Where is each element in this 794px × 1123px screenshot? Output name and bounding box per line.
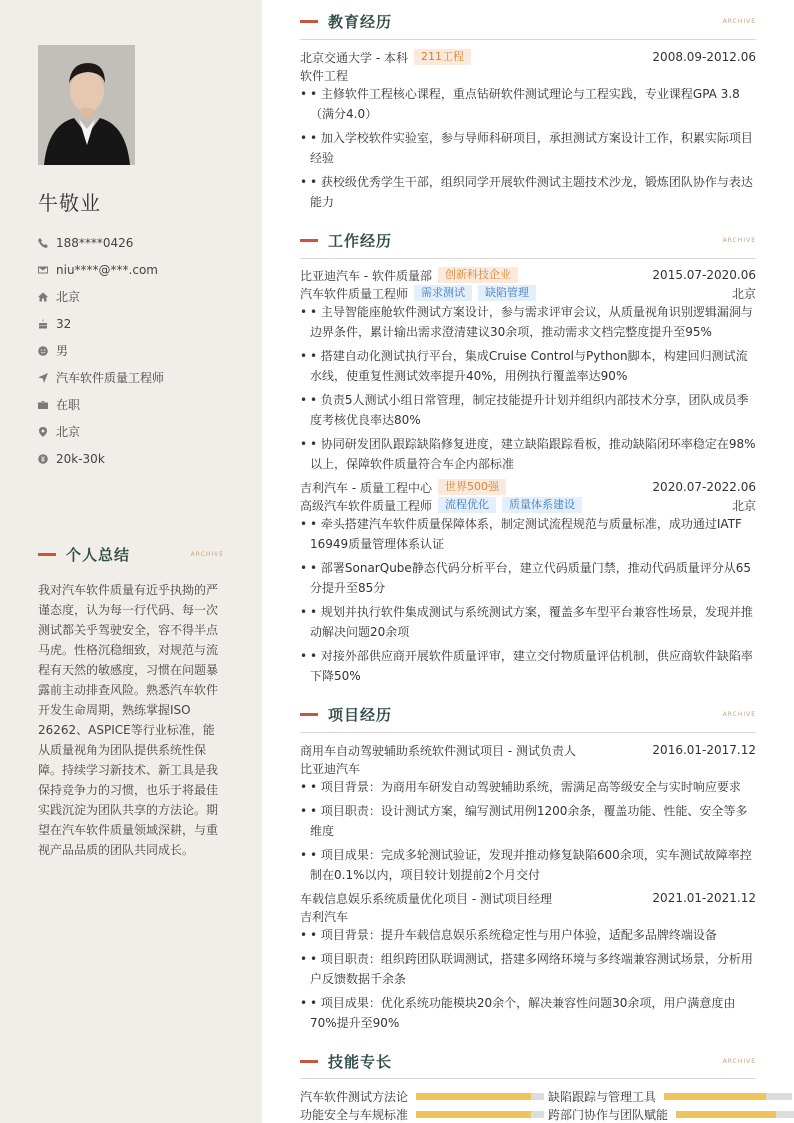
role-tag: 流程优化 — [438, 497, 496, 513]
phone-icon — [38, 238, 56, 248]
section-accent-bar — [300, 20, 318, 23]
skill-bar-fill — [676, 1111, 776, 1118]
section-accent-bar — [300, 239, 318, 242]
face-icon — [38, 346, 56, 356]
summary-section-header — [38, 544, 224, 565]
info-status — [38, 391, 238, 418]
skill-name: 缺陷跟踪与管理工具 — [548, 1089, 657, 1104]
school-tag: 211工程 — [414, 49, 471, 65]
project-period: 2021.01-2021.12 — [652, 891, 756, 905]
section-accent-bar — [38, 553, 56, 556]
skill-item — [548, 1088, 792, 1104]
briefcase-icon — [38, 400, 56, 410]
skill-name: 汽车软件测试方法论 — [300, 1089, 409, 1104]
skill-name: 跨部门协作与团队赋能 — [548, 1107, 669, 1122]
project-bullet: • • 项目背景：为商用车研发自动驾驶辅助系统，需满足高等级安全与实时响应要求 — [300, 777, 756, 797]
skill-bar-fill — [664, 1093, 766, 1100]
education-bullet: • • 获校级优秀学生干部，组织同学开展软件测试主题技术沙龙，锻炼团队协作与表达能力 — [300, 172, 756, 212]
project-bullet: • • 项目职责：组织跨团队联调测试，搭建多网络环境与多终端兼容测试场景，分析用户反馈数据千余条 — [300, 949, 756, 989]
company-tag: 创新科技企业 — [438, 267, 518, 283]
job-period: 2020.07-2022.06 — [652, 480, 756, 494]
info-location — [38, 283, 238, 310]
info-text: 北京 — [56, 290, 81, 304]
job-role-line — [300, 496, 756, 514]
education-bullet: • • 加入学校软件实验室，参与导师科研项目，承担测试方案设计工作，积累实际项目经验 — [300, 128, 756, 168]
company-tag: 世界500强 — [438, 479, 506, 495]
info-position — [38, 364, 238, 391]
candidate-name: 牛敬业 — [38, 191, 101, 215]
job-role: 高级汽车软件质量工程师 — [300, 498, 433, 513]
project-period: 2016.01-2017.12 — [652, 743, 756, 757]
skill-bar — [664, 1093, 792, 1100]
job-bullet: • • 牵头搭建汽车软件质量保障体系，制定测试流程规范与质量标准，成功通过IATF 16949质量管理体系认证 — [300, 514, 756, 554]
section-divider — [300, 39, 756, 40]
skill-name: 功能安全与车规标准 — [300, 1107, 409, 1122]
info-text: 北京 — [56, 425, 81, 439]
role-tag: 缺陷管理 — [478, 285, 536, 301]
salary-icon — [38, 454, 56, 464]
project-name-line — [300, 741, 756, 759]
job-company-line — [300, 266, 756, 284]
education-section-header — [300, 8, 756, 34]
skill-bar-fill — [416, 1111, 531, 1118]
job-role: 汽车软件质量工程师 — [300, 286, 409, 301]
projects-section-header — [300, 701, 756, 727]
home-icon — [38, 292, 56, 302]
skill-item — [300, 1106, 544, 1122]
project-name: 商用车自动驾驶辅助系统软件测试项目 - 测试负责人 — [300, 743, 576, 758]
project-name-line — [300, 889, 756, 907]
role-tag: 需求测试 — [414, 285, 472, 301]
company-name: 吉利汽车 - 质量工程中心 — [300, 480, 432, 495]
archive-label: ARCHIVE — [722, 236, 756, 244]
cake-icon — [38, 319, 56, 329]
job-bullet: • • 负责5人测试小组日常管理，制定技能提升计划并组织内部技术分享，团队成员季度考核优良率达80% — [300, 390, 756, 430]
job-bullet: • • 规划并执行软件集成测试与系统测试方案，覆盖多车型平台兼容性场景，发现并推动解决问题20余项 — [300, 602, 756, 642]
skill-item — [300, 1088, 544, 1104]
project-org: 吉利汽车 — [300, 909, 349, 924]
major: 软件工程 — [300, 68, 349, 83]
skill-bar — [416, 1093, 544, 1100]
section-title: 工作经历 — [328, 231, 393, 250]
profile-photo — [38, 45, 135, 165]
section-title: 项目经历 — [328, 705, 393, 724]
send-icon — [38, 373, 56, 383]
info-gender — [38, 337, 238, 364]
project-bullet: • • 项目成果：优化系统功能模块20余个，解决兼容性问题30余项，用户满意度由70%提升至90% — [300, 993, 756, 1033]
archive-label: ARCHIVE — [190, 551, 224, 558]
info-text: 汽车软件质量工程师 — [56, 371, 165, 385]
archive-label: ARCHIVE — [722, 17, 756, 25]
project-name: 车载信息娱乐系统质量优化项目 - 测试项目经理 — [300, 891, 552, 906]
job-bullet: • • 主导智能座舱软件测试方案设计，参与需求评审会议，从质量视角识别逻辑漏洞与边界条件，累计输出需求澄清建议30余项，推动需求文档完整度提升至95% — [300, 302, 756, 342]
info-text: 188****0426 — [56, 235, 134, 250]
section-title: 个人总结 — [66, 546, 131, 564]
summary-text: 我对汽车软件质量有近乎执拗的严谨态度，认为每一行代码、每一次测试都关乎驾驶安全，容不得半点马虎。性格沉稳细致，对规范与流程有天然的敏感度，习惯在问题暴露前主动排查风险。熟悉汽车软件开发生命周期，熟练掌握ISO 26262、ASPICE等行业标准，能从质量视角为团队提供系统性保障。持续学习新技术、新工具是我保持竞争力的习惯，也乐于将最佳实践沉淀为团队共享的方法论。期望在汽车软件质量领域深耕，与重视产品品质的团队共同成长。 — [38, 583, 219, 857]
education-major-line — [300, 66, 756, 84]
skill-bar — [416, 1111, 544, 1118]
project-bullet: • • 项目背景：提升车载信息娱乐系统稳定性与用户体验，适配多品牌终端设备 — [300, 925, 756, 945]
section-title: 教育经历 — [328, 12, 393, 31]
archive-label: ARCHIVE — [722, 710, 756, 718]
info-text: 在职 — [56, 398, 81, 412]
info-text: 20k-30k — [56, 451, 105, 466]
info-phone — [38, 229, 238, 256]
section-accent-bar — [300, 713, 318, 716]
job-city: 北京 — [731, 498, 756, 513]
info-salary — [38, 445, 238, 472]
portrait-image — [38, 45, 135, 165]
info-target-city — [38, 418, 238, 445]
job-role-line — [300, 284, 756, 302]
job-company-line — [300, 478, 756, 496]
section-divider — [300, 258, 756, 259]
skill-bar-fill — [416, 1093, 531, 1100]
section-accent-bar — [300, 1060, 318, 1063]
job-city: 北京 — [731, 286, 756, 301]
education-period: 2008.09-2012.06 — [652, 50, 756, 64]
role-tag: 质量体系建设 — [502, 497, 582, 513]
project-org-line — [300, 759, 756, 777]
location-pin-icon — [38, 427, 56, 437]
mail-icon — [38, 265, 56, 275]
project-org-line — [300, 907, 756, 925]
info-text: 32 — [56, 316, 72, 331]
project-bullet: • • 项目职责：设计测试方案，编写测试用例1200余条，覆盖功能、性能、安全等多维度 — [300, 801, 756, 841]
project-org: 比亚迪汽车 — [300, 761, 361, 776]
project-bullet: • • 项目成果：完成多轮测试验证，发现并推动修复缺陷600余项，实车测试故障率控制在0.1%以内，项目较计划提前2个月交付 — [300, 845, 756, 885]
section-divider — [300, 732, 756, 733]
work-section-header — [300, 227, 756, 253]
skills-section-header — [300, 1048, 756, 1074]
school-name: 北京交通大学 - 本科 — [300, 50, 408, 65]
archive-label: ARCHIVE — [722, 1057, 756, 1065]
section-title: 技能专长 — [328, 1052, 393, 1071]
job-bullet: • • 协同研发团队跟踪缺陷修复进度，建立缺陷跟踪看板，推动缺陷闭环率稳定在98%以上，保障软件质量符合车企内部标准 — [300, 434, 756, 474]
section-divider — [300, 1078, 756, 1079]
education-school-line — [300, 48, 756, 66]
skill-item — [548, 1106, 794, 1122]
job-bullet: • • 部署SonarQube静态代码分析平台，建立代码质量门禁，推动代码质量评分从65分提升至85分 — [300, 558, 756, 598]
job-bullet: • • 对接外部供应商开展软件质量评审，建立交付物质量评估机制，供应商软件缺陷率下降50% — [300, 646, 756, 686]
job-bullet: • • 搭建自动化测试执行平台，集成Cruise Control与Python脚本，构建回归测试流水线，使重复性测试效率提升40%，用例执行覆盖率达90% — [300, 346, 756, 386]
info-text: 男 — [56, 344, 69, 358]
skill-bar — [676, 1111, 794, 1118]
sidebar — [0, 0, 262, 1123]
contact-info-list — [38, 229, 238, 472]
info-text: niu****@***.com — [56, 262, 158, 277]
info-email — [38, 256, 238, 283]
job-period: 2015.07-2020.06 — [652, 268, 756, 282]
info-age — [38, 310, 238, 337]
company-name: 比亚迪汽车 - 软件质量部 — [300, 268, 432, 283]
education-bullet: • • 主修软件工程核心课程，重点钻研软件测试理论与工程实践，专业课程GPA 3.8（满分4.0） — [300, 84, 756, 124]
